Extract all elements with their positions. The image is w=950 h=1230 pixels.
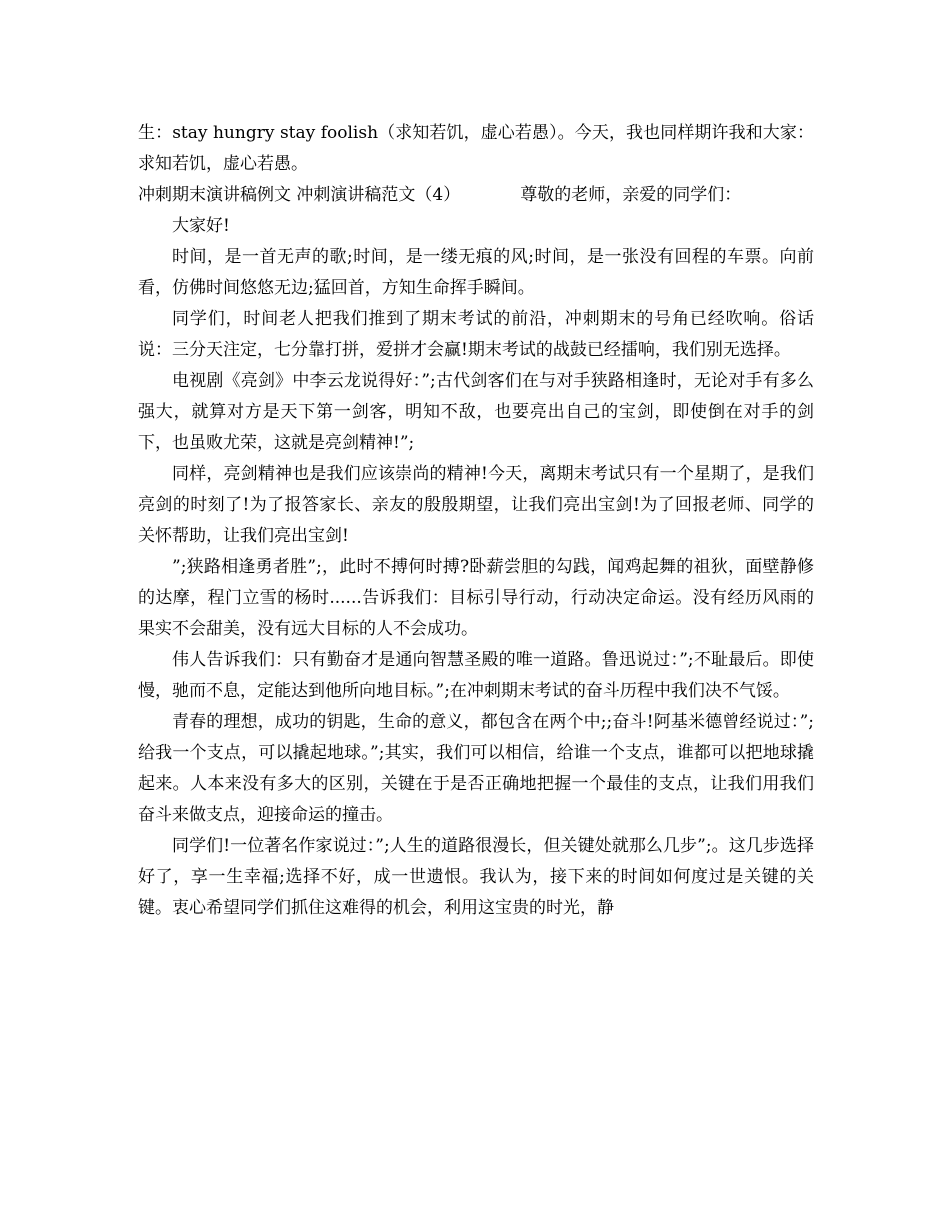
paragraph-fulcrum: 青春的理想，成功的钥匙，生命的意义，都包含在两个中;;奋斗!阿基米德曾经说过：”;给我一个支点，可以撬起地球。”;其实，我们可以相信，给谁一个支点，谁都可以把地球撬起来。人本来没有多大的区别，关键在于是否正确地把握一个最佳的支点，让我们用我们奋斗来做支点，迎接命运的撞击。 (138, 712, 814, 825)
paragraph-liangjian-quote: 电视剧《亮剑》中李云龙说得好：”;古代剑客们在与对手狭路相逢时，无论对手有多么强大，就算对方是天下第一剑客，明知不敌，也要亮出自己的宝剑，即使倒在对手的剑下，也虽败尤荣，这就是亮剑精神!”; (138, 371, 814, 453)
section-heading (138, 180, 814, 211)
paragraph-brave-wins: ”;狭路相逢勇者胜”;，此时不搏何时搏?卧薪尝胆的勾践，闻鸡起舞的祖狄，面壁静修的达摩，程门立雪的杨时......告诉我们：目标引导行动，行动决定命运。没有经历风雨的果实不会甜美，没有远大目标的人不会成功。 (138, 557, 814, 639)
continuation-paragraph: 生：stay hungry stay foolish（求知若饥，虚心若愚）。今天，我也同样期许我和大家：求知若饥，虚心若愚。 (138, 123, 814, 174)
paragraph-greeting: 大家好! (172, 216, 230, 236)
section-title: 冲刺期末演讲稿例文 冲刺演讲稿范文（4） (138, 185, 461, 205)
document-page (138, 118, 814, 924)
salutation: 尊敬的老师，亲爱的同学们： (520, 185, 742, 205)
paragraph-liangjian-spirit: 同样，亮剑精神也是我们应该崇尚的精神!今天，离期末考试只有一个星期了，是我们亮剑的时刻了!为了报答家长、亲友的殷殷期望，让我们亮出宝剑!为了回报老师、同学的关怀帮助，让我们亮出宝剑! (138, 464, 814, 546)
paragraph-key-steps: 同学们!一位著名作家说过：”;人生的道路很漫长，但关键处就那么几步”;。这几步选择好了，享一生幸福;选择不好，成一世遗恨。我认为，接下来的时间如何度过是关键的关键。衷心希望同学们抓住这难得的机会，利用这宝贵的时光，静 (138, 836, 814, 918)
paragraph-exam-front: 同学们，时间老人把我们推到了期末考试的前沿，冲刺期末的号角已经吹响。俗话说：三分天注定，七分靠打拼，爱拼才会赢!期末考试的战鼓已经擂响，我们别无选择。 (138, 309, 814, 360)
paragraph-time: 时间，是一首无声的歌;时间，是一缕无痕的风;时间，是一张没有回程的车票。向前看，仿佛时间悠悠无边;猛回首，方知生命挥手瞬间。 (138, 247, 814, 298)
paragraph-diligence: 伟人告诉我们：只有勤奋才是通向智慧圣殿的唯一道路。鲁迅说过：”;不耻最后。即使慢，驰而不息，定能达到他所向地目标。”;在冲刺期末考试的奋斗历程中我们决不气馁。 (138, 650, 814, 701)
